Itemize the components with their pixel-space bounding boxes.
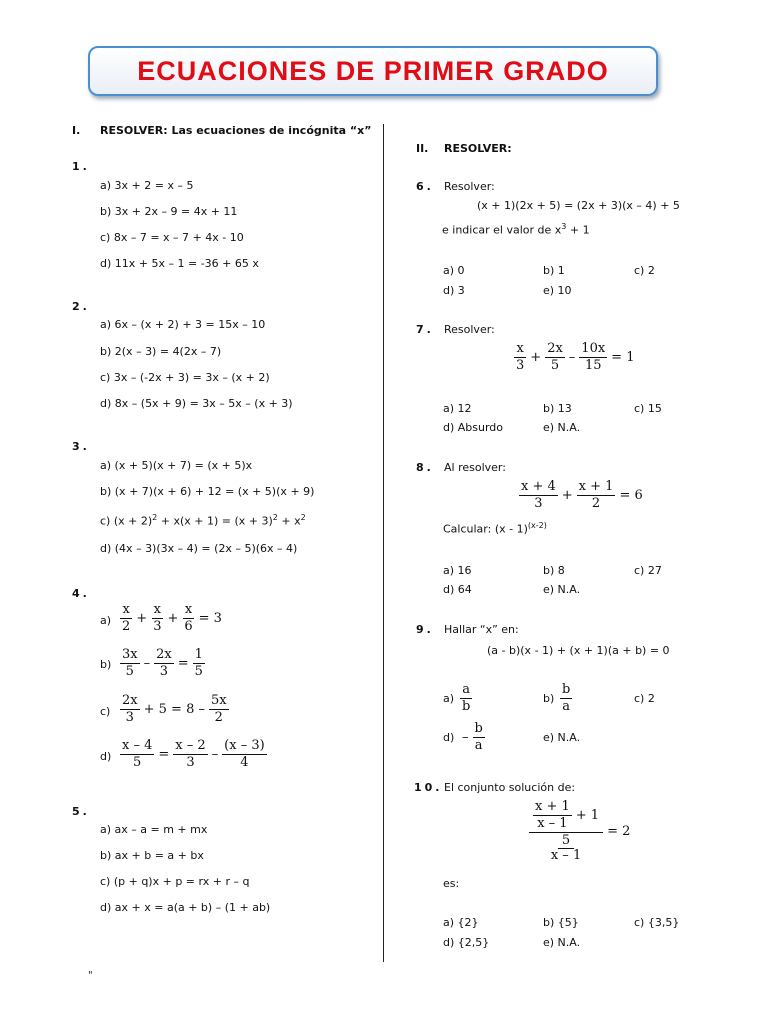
problem-8-option-b: b) 8	[543, 564, 565, 577]
problem-8-option-d: d) 64	[443, 583, 472, 596]
problem-10-label: El conjunto solución de:	[444, 781, 576, 794]
problem-6-option-a: a) 0	[443, 264, 465, 277]
section1-number: I.	[72, 124, 81, 137]
problem-8-number: 8.	[416, 461, 434, 474]
problem-1-number: 1.	[72, 160, 90, 173]
problem-7-option-a: a) 12	[443, 402, 472, 415]
problem-3-number: 3.	[72, 440, 90, 453]
problem-7-option-d: d) Absurdo	[443, 421, 504, 434]
problem-6-option-d: d) 3	[443, 284, 465, 297]
problem-10-option-a: a) {2}	[443, 916, 479, 929]
problem-3-a: a) (x + 5)(x + 7) = (x + 5)x	[100, 459, 253, 472]
problem-8-label: Al resolver:	[444, 461, 506, 474]
problem-1-d: d) 11x + 5x – 1 = -36 + 65 x	[100, 257, 259, 270]
problem-9-option-d: – b a	[462, 721, 483, 753]
problem-9-option-c: c) 2	[634, 692, 655, 705]
problem-6-option-b: b) 1	[543, 264, 565, 277]
problem-7-option-e: e) N.A.	[543, 421, 581, 434]
problem-9-option-b: b a	[562, 682, 571, 714]
section1-heading: RESOLVER: Las ecuaciones de incógnita “x”	[100, 124, 372, 137]
problem-2-a: a) 6x – (x + 2) + 3 = 15x – 10	[100, 318, 266, 331]
problem-9-equation: (a - b)(x - 1) + (x + 1)(a + b) = 0	[487, 644, 670, 657]
problem-6-equation: (x + 1)(2x + 5) = (2x + 3)(x – 4) + 5	[477, 199, 680, 212]
problem-4-a-label: a)	[100, 614, 112, 627]
problem-3-c: c) $(x + 2)^2 + x(x + 1) = (x + 3)^2 + x^2$	[100, 513, 306, 528]
problem-8-option-e: e) N.A.	[543, 583, 581, 596]
problem-7-equation: x 3 + $\frac{2x}{5}$ – $\frac{10x}{15}$ = 1	[516, 341, 635, 373]
problem-4-d-label: d)	[100, 750, 112, 763]
problem-9-label: Hallar “x” en:	[444, 623, 519, 636]
section2-heading: RESOLVER:	[444, 142, 512, 155]
problem-1-a: a) 3x + 2 = x – 5	[100, 179, 194, 192]
problem-9-option-a-label: a)	[443, 692, 455, 705]
problem-10-option-b: b) {5}	[543, 916, 579, 929]
problem-4-b-label: b)	[100, 658, 112, 671]
problem-9-option-e: e) N.A.	[543, 731, 581, 744]
problem-4-c-label: c)	[100, 705, 111, 718]
problem-8-equation: x + 4 3 + $\frac{x + 1}{2}$ = 6	[521, 479, 643, 511]
problem-9-option-d-label: d)	[443, 731, 455, 744]
problem-2-number: 2.	[72, 300, 90, 313]
problem-7-option-b: b) 13	[543, 402, 572, 415]
problem-9-option-b-label: b)	[543, 692, 555, 705]
problem-8-option-c: c) 27	[634, 564, 662, 577]
problem-9-option-a: a b	[462, 682, 471, 714]
problem-10-option-d: d) {2,5}	[443, 936, 490, 949]
problem-1-b: b) 3x + 2x – 9 = 4x + 11	[100, 205, 238, 218]
problem-7-label: Resolver:	[444, 323, 495, 336]
problem-2-c: c) 3x – (-2x + 3) = 3x – (x + 2)	[100, 371, 270, 384]
problem-2-b: b) 2(x – 3) = 4(2x – 7)	[100, 345, 222, 358]
problem-2-d: d) 8x – (5x + 9) = 3x – 5x – (x + 3)	[100, 397, 293, 410]
section2-number: II.	[416, 142, 429, 155]
problem-3-b: b) (x + 7)(x + 6) + 12 = (x + 5)(x + 9)	[100, 485, 315, 498]
problem-4-c-equation: 2x 3 + 5 = 8 – 5x 2	[122, 693, 227, 725]
problem-8-calculate: Calcular: (x - 1)$^{(x-2)}$	[443, 521, 547, 536]
problem-9-number: 9.	[416, 623, 434, 636]
problem-4-a-equation: x 2 + $\frac{x}{3}$ + $\frac{x}{6}$ = 3	[122, 602, 222, 634]
problem-5-a: a) ax – a = m + mx	[100, 823, 208, 836]
column-divider	[383, 124, 384, 962]
problem-10-es: es:	[443, 877, 460, 890]
problem-10-number: 10.	[414, 781, 443, 794]
problem-6-option-c: c) 2	[634, 264, 655, 277]
problem-5-c: c) (p + q)x + p = rx + r – q	[100, 875, 250, 888]
problem-6-label: Resolver:	[444, 180, 495, 193]
page-title: ECUACIONES DE PRIMER GRADO	[137, 55, 609, 86]
problem-4-number: 4.	[72, 587, 90, 600]
problem-5-b: b) ax + b = a + bx	[100, 849, 204, 862]
problem-3-d: d) (4x – 3)(3x – 4) = (2x – 5)(6x – 4)	[100, 542, 298, 555]
problem-8-option-a: a) 16	[443, 564, 472, 577]
footer-mark: "	[88, 970, 93, 981]
problem-1-c: c) 8x – 7 = x – 7 + 4x - 10	[100, 231, 244, 244]
problem-10-equation: x + 1 x – 1 + 1 5 x – 1 = 2	[527, 800, 632, 863]
problem-10-option-c: c) {3,5}	[634, 916, 680, 929]
problem-4-b-equation: 3x 5 – $\frac{2x}{3}$ = $\frac{1}{5}$	[122, 647, 203, 679]
problem-7-option-c: c) 15	[634, 402, 662, 415]
title-banner	[88, 46, 658, 96]
problem-6-number: 6.	[416, 180, 434, 193]
problem-6-question: e indicar el valor de $x^3 + 1$	[442, 222, 590, 237]
problem-5-d: d) ax + x = a(a + b) – (1 + ab)	[100, 901, 271, 914]
problem-10-option-e: e) N.A.	[543, 936, 581, 949]
problem-6-option-e: e) 10	[543, 284, 572, 297]
problem-4-d-equation: $\frac{x - 4}{5}$ = $\frac{x - 2}{3}$ – (x – 3) 4	[122, 738, 265, 770]
problem-7-number: 7.	[416, 323, 434, 336]
problem-5-number: 5.	[72, 805, 90, 818]
